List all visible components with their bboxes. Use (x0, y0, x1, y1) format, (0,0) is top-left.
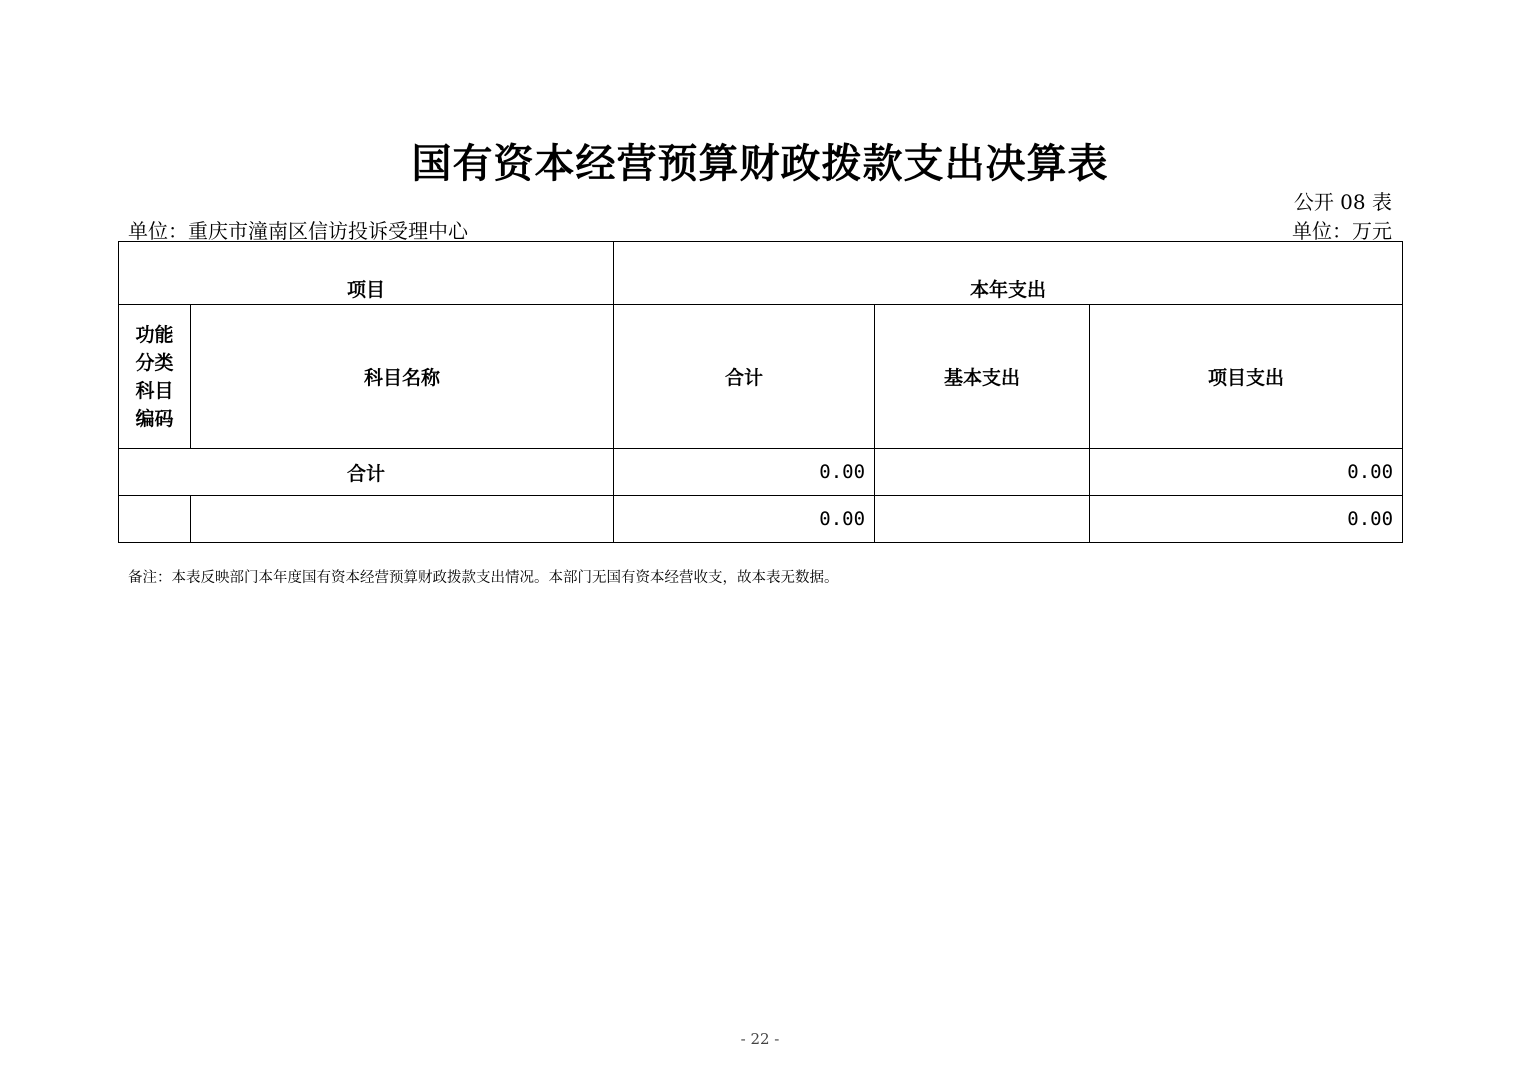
unit-organization: 单位：重庆市潼南区信访投诉受理中心 (128, 219, 468, 243)
header-current-year: 本年支出 (614, 242, 1403, 305)
total-project-value: 0.00 (1090, 449, 1403, 496)
code-header-line: 科目 (135, 379, 174, 402)
header-function-code (119, 305, 191, 449)
header-subject-name: 科目名称 (191, 305, 614, 449)
header-row-columns (119, 305, 1403, 449)
header-project: 项目 (119, 242, 614, 305)
cell-basic (875, 496, 1090, 543)
total-label: 合计 (119, 449, 614, 496)
unit-currency: 单位：万元 (1292, 219, 1392, 243)
cell-total: 0.00 (614, 496, 875, 543)
cell-subject-name (191, 496, 614, 543)
footnote: 备注：本表反映部门本年度国有资本经营预算财政拨款支出情况。本部门无国有资本经营收支，故本表无数据。 (128, 570, 839, 586)
header-project-expense: 项目支出 (1090, 305, 1403, 449)
code-header-line: 编码 (135, 407, 174, 430)
table-row (119, 496, 1403, 543)
total-value: 0.00 (614, 449, 875, 496)
header-basic: 基本支出 (875, 305, 1090, 449)
page-title: 国有资本经营预算财政拨款支出决算表 (411, 140, 1109, 187)
total-basic-value (875, 449, 1090, 496)
table-row-total (119, 449, 1403, 496)
cell-code (119, 496, 191, 543)
header-total: 合计 (614, 305, 875, 449)
header-row-top (119, 242, 1403, 305)
cell-project: 0.00 (1090, 496, 1403, 543)
expenditure-table (118, 241, 1403, 543)
code-header-line: 功能 (135, 323, 174, 346)
form-number: 公开 08 表 (1293, 190, 1392, 214)
page-number: - 22 - (740, 1030, 780, 1048)
code-header-line: 分类 (135, 351, 174, 374)
